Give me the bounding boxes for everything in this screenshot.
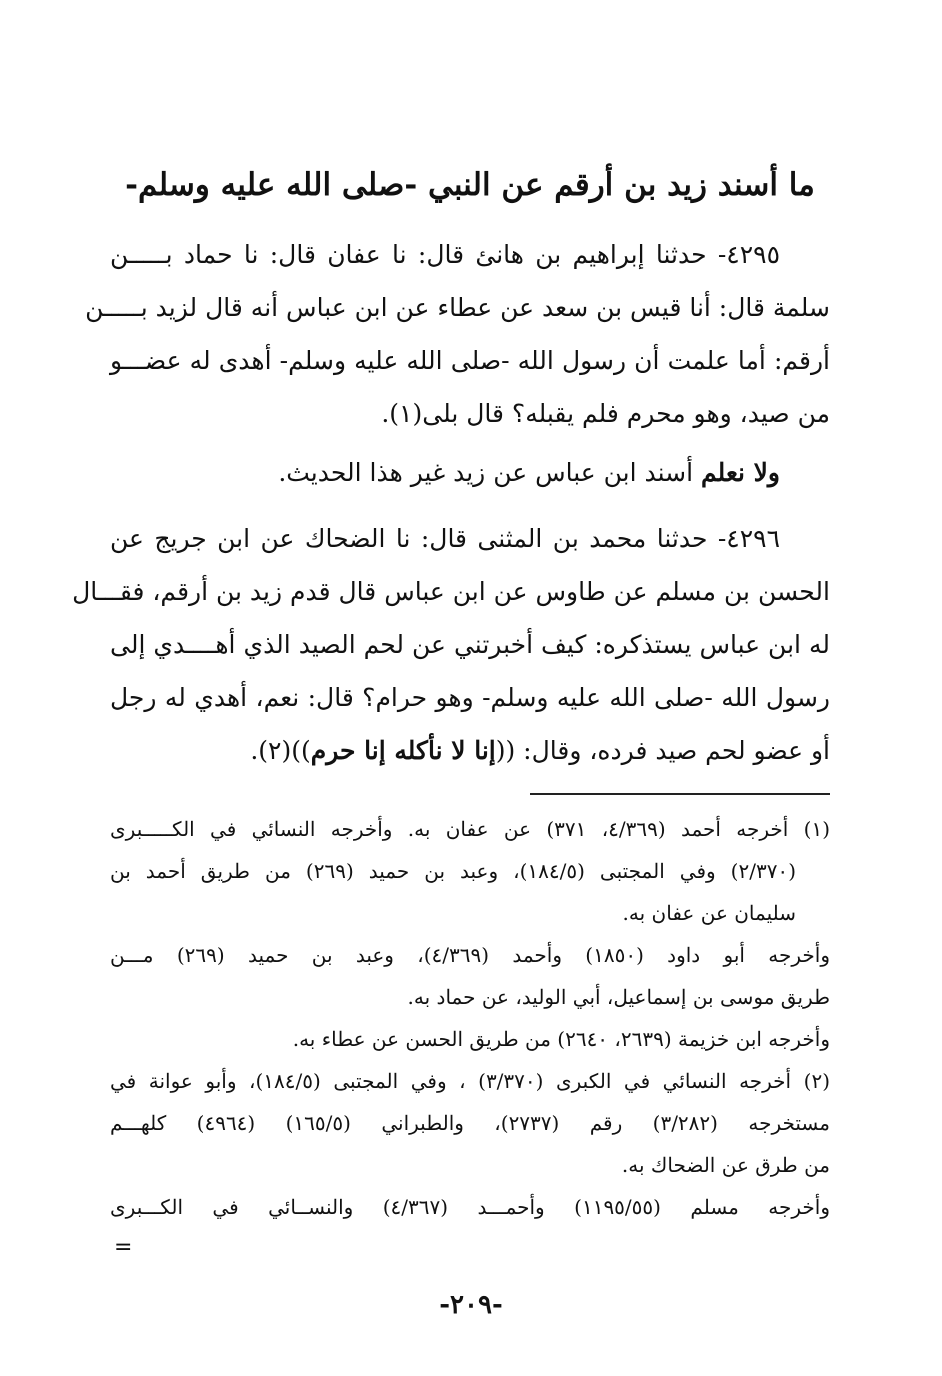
footnote-line: وأخرجه ابن خزيمة (٢٦٣٩، ٢٦٤٠) من طريق الحسن عن عطاء به. (292, 1027, 830, 1051)
footnote-line: (٢/٣٧٠) وفي المجتبى (١٨٤/٥)، وعبد بن حميد (٢٦٩) من طريق أحمد بن (110, 859, 796, 883)
bold-phrase: ولا نعلم (701, 458, 780, 487)
footnote-line: من طرق عن الضحاك به. (621, 1153, 830, 1177)
page-number: -٢٠٩- (439, 1290, 503, 1320)
continuation-mark: = (114, 1235, 133, 1260)
footnotes (110, 808, 830, 1228)
line-prefix: أو عضو لحم صيد فرده، وقال: (( (495, 736, 830, 765)
footnote-line: (١) أخرجه أحمد (٤/٣٦٩، ٣٧١) عن عفان به. وأخرجه النسائي في الكـــــبرى (110, 817, 831, 841)
paragraph-line: رسول الله -صلى الله عليه وسلم- وهو حرام؟ قال: نعم، أهدي له رجل (110, 683, 830, 712)
paragraph-line: ٤٢٩٦- حدثنا محمد بن المثنى قال: نا الضحاك عن ابن جريج عن (110, 524, 780, 553)
line-suffix: ))(٢). (250, 736, 311, 765)
footnote-line: مستخرجه (٣/٢٨٢) رقم (٢٧٣٧)، والطبراني (١٦٥/٥) (٤٩٦٤) كلهـــم (110, 1111, 830, 1135)
footnote-line: سليمان عن عفان به. (622, 901, 796, 925)
footnote-line: طريق موسى بن إسماعيل، أبي الوليد، عن حماد به. (407, 985, 830, 1009)
footnote-line: وأخرجه أبو داود (١٨٥٠) وأحمد (٤/٣٦٩)، وعبد بن حميد (٢٦٩) مـــن (110, 943, 830, 967)
paragraph-line: له ابن عباس يستذكره: كيف أخبرتني عن لحم الصيد الذي أهــــدي إلى (110, 630, 830, 659)
hadith-4296-paragraph (72, 512, 830, 777)
footnote-line: وأخرجه مسلم (١١٩٥/٥٥) وأحمـــد (٤/٣٦٧) والنســائي في الكـــبرى (110, 1195, 830, 1219)
footnote-divider (530, 793, 830, 795)
section-title: ما أسند زيد بن أرقم عن النبي -صلى الله عليه وسلم- (125, 167, 815, 203)
quoted-bold-phrase: إنا لا نأكله إنا حرم (310, 736, 496, 765)
paragraph-line: أرقم: أما علمت أن رسول الله -صلى الله عليه وسلم- أهدى له عضـــو (110, 346, 830, 375)
footnote-line: (٢) أخرجه النسائي في الكبرى (٣/٣٧٠) ، وفي المجتبى (١٨٤/٥)، وأبو عوانة في (110, 1069, 830, 1093)
paragraph-line: الحسن بن مسلم عن طاوس عن ابن عباس قال قدم زيد بن أرقم، فقـــال (72, 577, 830, 606)
comment-text: أسند ابن عباس عن زيد غير هذا الحديث. (278, 458, 702, 487)
paragraph-line: ٤٢٩٥- حدثنا إبراهيم بن هانئ قال: نا عفان قال: نا حماد بـــــن (110, 240, 780, 269)
paragraph-line (110, 724, 830, 777)
paragraph-line: من صيد، وهو محرم فلم يقبله؟ قال بلى(١). (381, 399, 830, 428)
hadith-4295-paragraph (85, 228, 830, 440)
comment-paragraph (110, 446, 830, 499)
paragraph-line: سلمة قال: أنا قيس بن سعد عن عطاء عن ابن عباس أنه قال لزيد بـــــن (85, 293, 830, 322)
paragraph-line (110, 446, 830, 499)
